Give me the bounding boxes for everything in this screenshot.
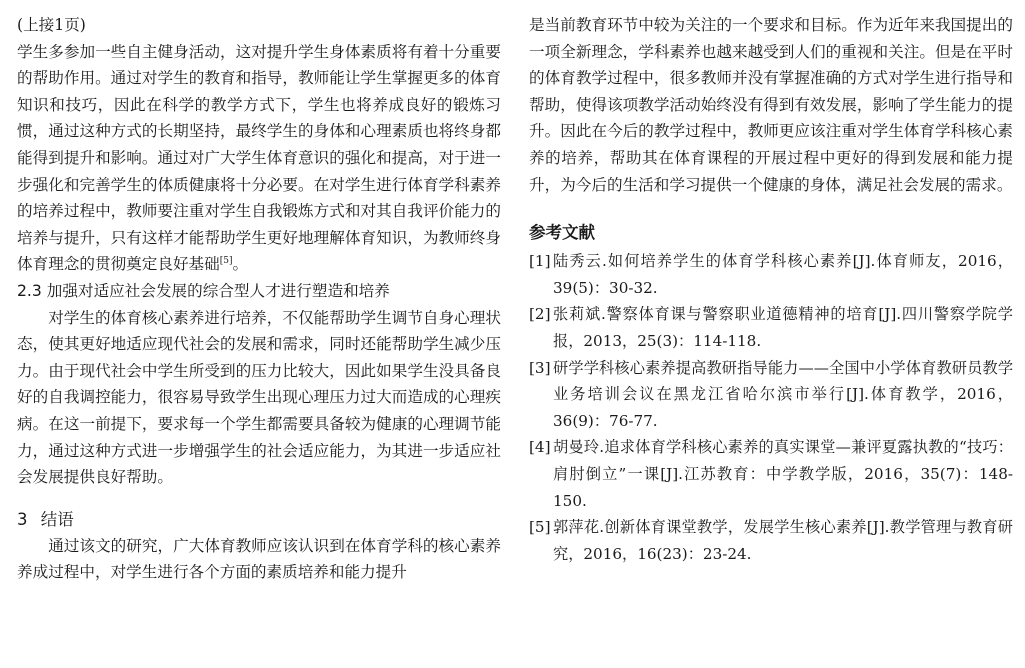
reference-number: [1] [529, 252, 551, 271]
citation-mark: [5] [219, 256, 233, 267]
reference-item [529, 434, 1013, 514]
continued-note: (上接1页) [17, 16, 86, 34]
body-paragraph-continued: 是当前教育环节中较为关注的一个要求和目标。作为近年来我国提出的一项全新理念，学科素养也越来越受到人们的重视和关注。但是在平时的体育教学过程中，很多教师并没有掌握准确的方式对学生进行指导和帮助，使得该项教学活动始终没有得到有效发展，影响了学生能力的提升。因此在今后的教学过程中，教师更应该注重对学生体育学科核心素养的培养，帮助其在体育课程的开展过程中更好的得到发展和能力提升，为今后的生活和学习提供一个健康的身体，满足社会发展的需求。 [529, 16, 1013, 194]
reference-text: 研学学科核心素养提高教研指导能力——全国中小学体育教研员教学业务培训会议在黑龙江省哈尔滨市举行[J].体育教学，2016，36(9)：76-77. [553, 358, 1013, 430]
reference-text: 郭萍花.创新体育课堂教学，发展学生核心素养[J].教学管理与教育研究，2016，16(23)：23-24. [553, 518, 1013, 563]
reference-text: 陆秀云.如何培养学生的体育学科核心素养[J].体育师友，2016，39(5)：30-32. [553, 252, 1013, 297]
references-heading: 参考文献 [529, 223, 595, 243]
reference-number: [2] [529, 305, 551, 324]
section-3-heading [17, 507, 501, 533]
paragraph-text: 学生多参加一些自主健身活动，这对提升学生身体素质将有着十分重要的帮助作用。通过对学生的教育和指导，教师能让学生掌握更多的体育知识和技巧，因此在科学的教学方式下，学生也将养成良好的锻炼习惯，通过这种方式的长期坚持，最终学生的身体和心理素质也将终身都能得到提升和影响。通过对广大学生体育意识的强化和提高，对于进一步强化和完善学生的体质健康将十分必要。在对学生进行体育学科素养的培养过程中，教师要注重对学生自我锻炼方式和对其自我评价能力的培养与提升，只有这样才能帮助学生更好地理解体育知识，为教师终身体育理念的贯彻奠定良好基础 [17, 42, 501, 274]
reference-number: [5] [529, 518, 551, 537]
section-2-3-heading [17, 278, 501, 305]
reference-item [529, 248, 1013, 301]
section-number: 3 [17, 509, 28, 529]
reference-number: [4] [529, 438, 551, 457]
reference-number: [3] [529, 358, 551, 377]
left-column [17, 12, 501, 586]
paragraph-end: 。 [232, 255, 249, 274]
body-paragraph-2: 对学生的体育核心素养进行培养，不仅能帮助学生调节自身心理状态，使其更好地适应现代社会的发展和需求，同时还能帮助学生减少压力。由于现代社会中学生所受到的压力比较大，因此如果学生没具备良好的自我调控能力，很容易导致学生出现心理压力过大而造成的心理疾病。在这一前提下，要求每一个学生都需要具备较为健康的心理调节能力，通过这种方式进一步增强学生的社会适应能力，为其进一步适应社会发展提供良好帮助。 [17, 308, 501, 487]
reference-text: 张莉斌.警察体育课与警察职业道德精神的培育[J].四川警察学院学报，2013，25(3)：114-118. [553, 305, 1013, 350]
reference-item [529, 514, 1013, 567]
section-number: 2.3 [17, 281, 42, 300]
body-paragraph-1 [17, 39, 501, 278]
body-paragraph-3: 通过该文的研究，广大体育教师应该认识到在体育学科的核心素养养成过程中，对学生进行各个方面的素质培养和能力提升 [17, 536, 501, 582]
right-column [529, 12, 1013, 567]
section-title: 结语 [40, 509, 74, 529]
reference-text: 胡曼玲.追求体育学科核心素养的真实课堂—兼评夏露执教的“技巧：肩肘倒立”一课[J].江苏教育：中学教学版，2016，35(7)：148-150. [553, 438, 1013, 510]
reference-item [529, 301, 1013, 354]
reference-item [529, 355, 1013, 435]
section-title: 加强对适应社会发展的综合型人才进行塑造和培养 [46, 281, 390, 300]
reference-list [529, 248, 1013, 567]
